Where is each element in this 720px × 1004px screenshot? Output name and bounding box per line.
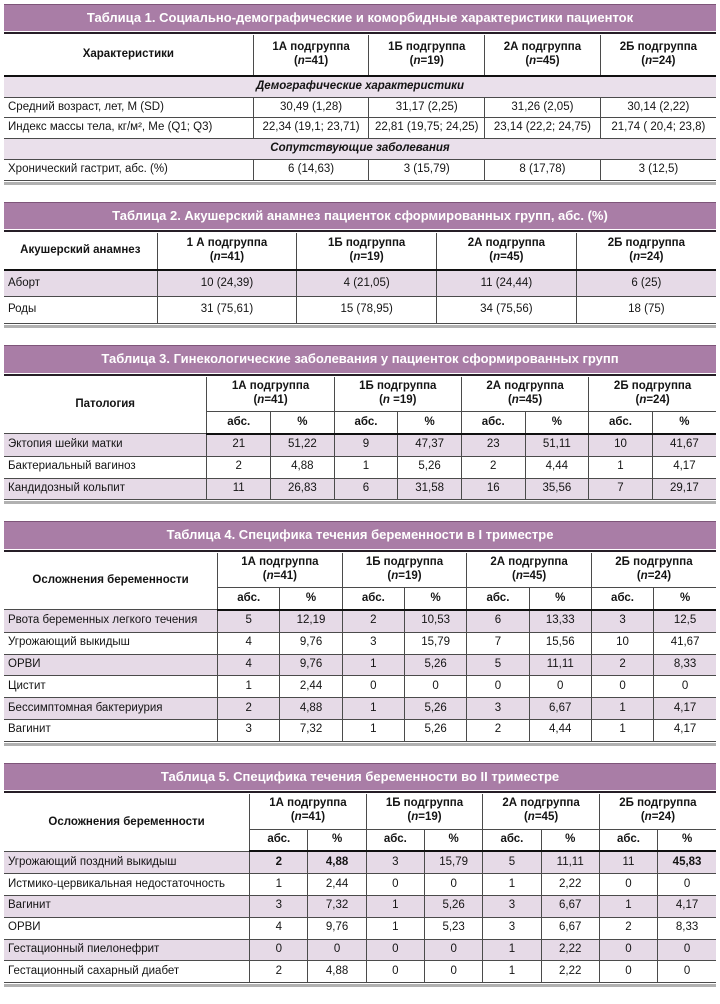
- group-header: 1А подгруппа (n=41): [253, 35, 369, 76]
- sub-header: абс.: [467, 588, 529, 610]
- cell: 45,83: [658, 851, 716, 873]
- cell: 2,22: [541, 961, 599, 983]
- cell: 2,44: [308, 874, 366, 896]
- title-rule: [4, 550, 716, 552]
- sub-header: абс.: [599, 829, 657, 851]
- cell: 1: [218, 676, 280, 698]
- row-label: Аборт: [4, 270, 157, 297]
- row-label: Истмико-цервикальная недостаточность: [4, 874, 250, 896]
- cell: 4,17: [652, 456, 716, 478]
- cell: 8 (17,78): [485, 160, 601, 181]
- cell: 0: [529, 676, 591, 698]
- cell: 30,49 (1,28): [253, 97, 369, 118]
- table-row: [4, 874, 716, 896]
- column-header-label: Акушерский анамнез: [4, 233, 157, 270]
- table-row: [4, 851, 716, 873]
- row-label: ОРВИ: [4, 917, 250, 939]
- cell: 6 (14,63): [253, 160, 369, 181]
- cell: 3 (15,79): [369, 160, 485, 181]
- sub-header: абс.: [591, 588, 653, 610]
- sub-header: абс.: [334, 412, 398, 434]
- group-header: 1А подгруппа (n=41): [207, 377, 334, 412]
- sub-header: абс.: [461, 412, 525, 434]
- cell: 0: [366, 939, 424, 961]
- sub-header: %: [404, 588, 466, 610]
- row-label: Индекс массы тела, кг/м², Ме (Q1; Q3): [4, 118, 253, 139]
- sub-header: абс.: [483, 829, 541, 851]
- table-1-section: [4, 4, 716, 185]
- cell: 9: [334, 434, 398, 456]
- sub-header: абс.: [207, 412, 271, 434]
- cell: 6,67: [529, 698, 591, 720]
- table-1-title: Таблица 1. Социально-демографические и коморбидные характеристики пациенток: [4, 4, 716, 31]
- cell: 6,67: [541, 917, 599, 939]
- table-row: [4, 895, 716, 917]
- cell: 10: [591, 632, 653, 654]
- cell: 30,14 (2,22): [600, 97, 716, 118]
- cell: 0: [599, 939, 657, 961]
- cell: 4 (21,05): [297, 270, 437, 297]
- cell: 9,76: [308, 917, 366, 939]
- cell: 10 (24,39): [157, 270, 297, 297]
- row-label: Гестационный сахарный диабет: [4, 961, 250, 983]
- column-header-label: Патология: [4, 377, 207, 434]
- group-header: 2Б подгруппа (n=24): [600, 35, 716, 76]
- table-2: [4, 233, 716, 324]
- row-label: Цистит: [4, 676, 218, 698]
- table-bottom-rule: [4, 501, 716, 504]
- sub-header: %: [271, 412, 335, 434]
- cell: 41,67: [652, 434, 716, 456]
- row-label: Угрожающий выкидыш: [4, 632, 218, 654]
- cell: 0: [591, 676, 653, 698]
- row-label: ОРВИ: [4, 654, 218, 676]
- table-3-title: Таблица 3. Гинекологические заболевания у пациенток сформированных групп: [4, 345, 716, 372]
- cell: 4,44: [525, 456, 589, 478]
- table-5: [4, 794, 716, 983]
- cell: 1: [342, 654, 404, 676]
- cell: 15,79: [425, 851, 483, 873]
- sub-header: абс.: [589, 412, 653, 434]
- cell: 31,26 (2,05): [485, 97, 601, 118]
- section-row: [4, 139, 716, 160]
- sub-header: %: [398, 412, 462, 434]
- cell: 4: [218, 654, 280, 676]
- row-label: Бессимптомная бактериурия: [4, 698, 218, 720]
- cell: 22,34 (19,1; 23,71): [253, 118, 369, 139]
- cell: 0: [425, 939, 483, 961]
- cell: 2: [467, 719, 529, 741]
- cell: 0: [654, 676, 716, 698]
- cell: 0: [404, 676, 466, 698]
- table-row: [4, 632, 716, 654]
- cell: 0: [658, 939, 716, 961]
- cell: 0: [425, 874, 483, 896]
- cell: 0: [658, 961, 716, 983]
- cell: 9,76: [280, 654, 342, 676]
- column-header-label: Характеристики: [4, 35, 253, 76]
- cell: 7,32: [308, 895, 366, 917]
- sub-header: %: [652, 412, 716, 434]
- cell: 2,22: [541, 939, 599, 961]
- cell: 5,26: [404, 719, 466, 741]
- table-row: [4, 434, 716, 456]
- cell: 2,22: [541, 874, 599, 896]
- cell: 3: [483, 895, 541, 917]
- cell: 5: [483, 851, 541, 873]
- sub-header: абс.: [342, 588, 404, 610]
- table-row: [4, 97, 716, 118]
- cell: 15 (78,95): [297, 297, 437, 324]
- table-bottom-rule: [4, 182, 716, 185]
- cell: 6: [334, 478, 398, 500]
- cell: 23,14 (22,2; 24,75): [485, 118, 601, 139]
- table-row: [4, 719, 716, 741]
- row-label: Эктопия шейки матки: [4, 434, 207, 456]
- table-3-section: [4, 345, 716, 504]
- group-header: 1Б подгруппа (n=19): [366, 794, 483, 829]
- section-row: [4, 76, 716, 97]
- cell: 8,33: [658, 917, 716, 939]
- cell: 0: [599, 961, 657, 983]
- sub-header: %: [308, 829, 366, 851]
- table-row: [4, 676, 716, 698]
- table-row: [4, 610, 716, 632]
- cell: 31,58: [398, 478, 462, 500]
- cell: 8,33: [654, 654, 716, 676]
- cell: 3 (12,5): [600, 160, 716, 181]
- group-header: 1Б подгруппа (n =19): [334, 377, 461, 412]
- cell: 51,22: [271, 434, 335, 456]
- table-row: [4, 917, 716, 939]
- cell: 21: [207, 434, 271, 456]
- cell: 5,26: [404, 698, 466, 720]
- table-bottom-rule: [4, 325, 716, 328]
- table-2-title: Таблица 2. Акушерский анамнез пациенток сформированных групп, абс. (%): [4, 202, 716, 229]
- cell: 4: [250, 917, 308, 939]
- cell: 2: [591, 654, 653, 676]
- cell: 6 (25): [576, 270, 716, 297]
- group-header: 1А подгруппа (n=41): [218, 553, 343, 588]
- cell: 12,19: [280, 610, 342, 632]
- cell: 0: [658, 874, 716, 896]
- cell: 3: [591, 610, 653, 632]
- cell: 21,74 ( 20,4; 23,8): [600, 118, 716, 139]
- cell: 11 (24,44): [437, 270, 577, 297]
- cell: 29,17: [652, 478, 716, 500]
- cell: 2: [207, 456, 271, 478]
- sub-header: абс.: [366, 829, 424, 851]
- cell: 3: [366, 851, 424, 873]
- cell: 1: [342, 719, 404, 741]
- cell: 3: [467, 698, 529, 720]
- sub-header: абс.: [250, 829, 308, 851]
- table-1: [4, 35, 716, 181]
- cell: 41,67: [654, 632, 716, 654]
- cell: 2: [461, 456, 525, 478]
- row-label: Хронический гастрит, абс. (%): [4, 160, 253, 181]
- cell: 0: [366, 961, 424, 983]
- sub-header: %: [658, 829, 716, 851]
- title-rule: [4, 32, 716, 34]
- row-label: Вагинит: [4, 895, 250, 917]
- section-label: Демографические характеристики: [4, 76, 716, 97]
- cell: 2: [250, 961, 308, 983]
- cell: 16: [461, 478, 525, 500]
- cell: 9,76: [280, 632, 342, 654]
- cell: 22,81 (19,75; 24,25): [369, 118, 485, 139]
- sub-header: абс.: [218, 588, 280, 610]
- cell: 1: [483, 939, 541, 961]
- cell: 0: [308, 939, 366, 961]
- cell: 1: [589, 456, 653, 478]
- table-4-section: [4, 521, 716, 745]
- section-label: Сопутствующие заболевания: [4, 139, 716, 160]
- table-row: [4, 456, 716, 478]
- cell: 2,44: [280, 676, 342, 698]
- cell: 2: [599, 917, 657, 939]
- table-row: [4, 297, 716, 324]
- cell: 1: [250, 874, 308, 896]
- table-4: [4, 553, 716, 742]
- cell: 0: [599, 874, 657, 896]
- cell: 0: [250, 939, 308, 961]
- cell: 4,17: [658, 895, 716, 917]
- cell: 7,32: [280, 719, 342, 741]
- cell: 51,11: [525, 434, 589, 456]
- cell: 1: [591, 719, 653, 741]
- sub-header: %: [654, 588, 716, 610]
- sub-header: %: [529, 588, 591, 610]
- cell: 7: [467, 632, 529, 654]
- column-header-label: Осложнения беременности: [4, 553, 218, 610]
- table-2-section: [4, 202, 716, 328]
- cell: 34 (75,56): [437, 297, 577, 324]
- cell: 35,56: [525, 478, 589, 500]
- cell: 1: [334, 456, 398, 478]
- table-row: [4, 160, 716, 181]
- cell: 4,88: [308, 961, 366, 983]
- title-rule: [4, 374, 716, 376]
- table-row: [4, 478, 716, 500]
- table-row: [4, 654, 716, 676]
- row-label: Рвота беременных легкого течения: [4, 610, 218, 632]
- group-header: 2А подгруппа (n=45): [461, 377, 588, 412]
- cell: 5,26: [404, 654, 466, 676]
- cell: 10,53: [404, 610, 466, 632]
- group-header: 1Б подгруппа (n=19): [342, 553, 467, 588]
- table-row: [4, 270, 716, 297]
- table-row: [4, 698, 716, 720]
- cell: 7: [589, 478, 653, 500]
- table-row: [4, 939, 716, 961]
- title-rule: [4, 791, 716, 793]
- group-header: 1 А подгруппа (n=41): [157, 233, 297, 270]
- cell: 12,5: [654, 610, 716, 632]
- table-bottom-rule: [4, 743, 716, 746]
- cell: 18 (75): [576, 297, 716, 324]
- cell: 4,44: [529, 719, 591, 741]
- sub-header: %: [525, 412, 589, 434]
- cell: 1: [483, 874, 541, 896]
- table-bottom-rule: [4, 984, 716, 987]
- title-rule: [4, 230, 716, 232]
- cell: 23: [461, 434, 525, 456]
- cell: 5,23: [425, 917, 483, 939]
- cell: 4,17: [654, 719, 716, 741]
- cell: 47,37: [398, 434, 462, 456]
- cell: 1: [366, 895, 424, 917]
- table-row: [4, 118, 716, 139]
- cell: 3: [250, 895, 308, 917]
- group-header: 2А подгруппа (n=45): [437, 233, 577, 270]
- cell: 5: [218, 610, 280, 632]
- table-row: [4, 961, 716, 983]
- column-header-label: Осложнения беременности: [4, 794, 250, 851]
- cell: 4,88: [280, 698, 342, 720]
- group-header: 2Б подгруппа (n=24): [589, 377, 716, 412]
- group-header: 2Б подгруппа (n=24): [576, 233, 716, 270]
- cell: 31 (75,61): [157, 297, 297, 324]
- group-header: 2А подгруппа (n=45): [483, 794, 600, 829]
- group-header: 1А подгруппа (n=41): [250, 794, 367, 829]
- cell: 15,79: [404, 632, 466, 654]
- cell: 11,11: [529, 654, 591, 676]
- group-header: 2Б подгруппа (n=24): [591, 553, 716, 588]
- table-3: [4, 377, 716, 501]
- cell: 11,11: [541, 851, 599, 873]
- cell: 3: [342, 632, 404, 654]
- cell: 3: [483, 917, 541, 939]
- row-label: Бактериальный вагиноз: [4, 456, 207, 478]
- cell: 5: [467, 654, 529, 676]
- cell: 5,26: [425, 895, 483, 917]
- group-header: 2А подгруппа (n=45): [485, 35, 601, 76]
- cell: 0: [342, 676, 404, 698]
- cell: 2: [218, 698, 280, 720]
- cell: 0: [366, 874, 424, 896]
- group-header: 1Б подгруппа (n=19): [369, 35, 485, 76]
- cell: 4,17: [654, 698, 716, 720]
- cell: 1: [342, 698, 404, 720]
- group-header: 2А подгруппа (n=45): [467, 553, 592, 588]
- cell: 2: [342, 610, 404, 632]
- cell: 13,33: [529, 610, 591, 632]
- group-header: 1Б подгруппа (n=19): [297, 233, 437, 270]
- cell: 1: [599, 895, 657, 917]
- row-label: Роды: [4, 297, 157, 324]
- row-label: Угрожающий поздний выкидыш: [4, 851, 250, 873]
- row-label: Средний возраст, лет, M (SD): [4, 97, 253, 118]
- sub-header: %: [280, 588, 342, 610]
- cell: 1: [366, 917, 424, 939]
- cell: 0: [467, 676, 529, 698]
- cell: 15,56: [529, 632, 591, 654]
- cell: 6,67: [541, 895, 599, 917]
- row-label: Вагинит: [4, 719, 218, 741]
- cell: 4,88: [271, 456, 335, 478]
- cell: 3: [218, 719, 280, 741]
- table-4-title: Таблица 4. Специфика течения беременности в I триместре: [4, 521, 716, 548]
- table-5-title: Таблица 5. Специфика течения беременности во II триместре: [4, 763, 716, 790]
- sub-header: %: [425, 829, 483, 851]
- cell: 2: [250, 851, 308, 873]
- group-header: 2Б подгруппа (n=24): [599, 794, 716, 829]
- row-label: Гестационный пиелонефрит: [4, 939, 250, 961]
- cell: 11: [207, 478, 271, 500]
- cell: 4,88: [308, 851, 366, 873]
- sub-header: %: [541, 829, 599, 851]
- cell: 31,17 (2,25): [369, 97, 485, 118]
- cell: 4: [218, 632, 280, 654]
- cell: 1: [483, 961, 541, 983]
- cell: 10: [589, 434, 653, 456]
- row-label: Кандидозный кольпит: [4, 478, 207, 500]
- cell: 1: [591, 698, 653, 720]
- cell: 11: [599, 851, 657, 873]
- cell: 6: [467, 610, 529, 632]
- cell: 26,83: [271, 478, 335, 500]
- cell: 5,26: [398, 456, 462, 478]
- cell: 0: [425, 961, 483, 983]
- table-5-section: [4, 763, 716, 987]
